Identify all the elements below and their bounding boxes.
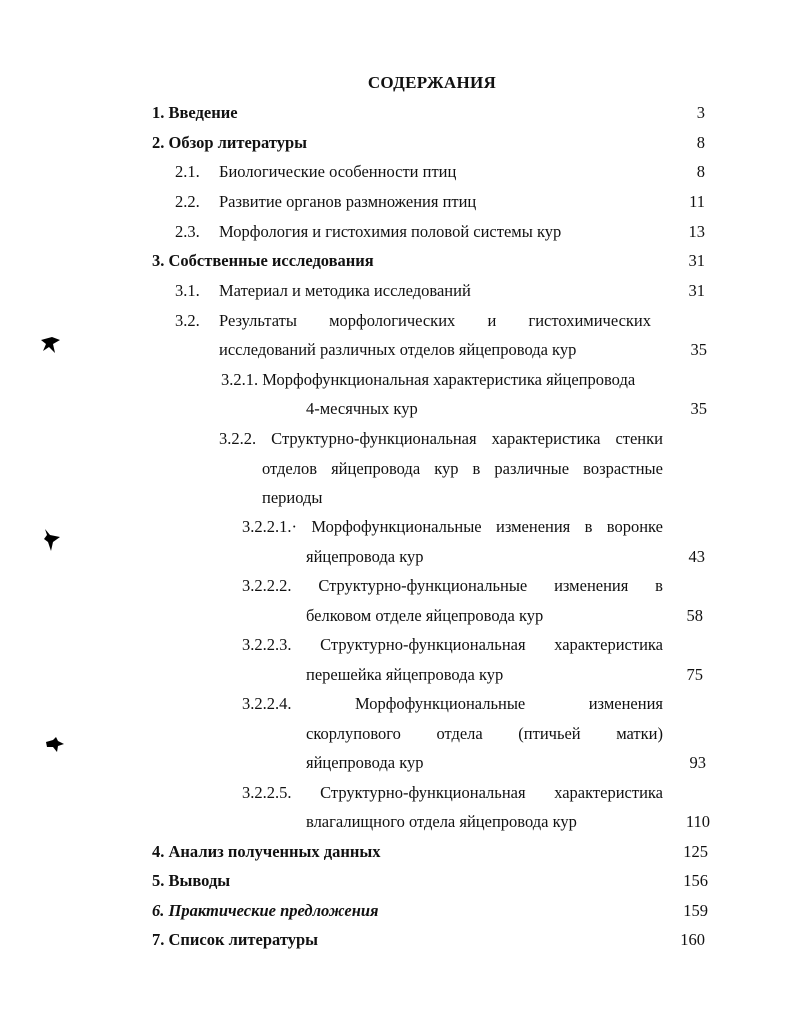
toc-entry-2 bbox=[152, 133, 307, 153]
page-number: 125 bbox=[683, 842, 708, 861]
toc-entry-3-2-2-3: 3.2.2.3. Структурно-функциональная характеристика bbox=[242, 635, 663, 654]
page-number: 75 bbox=[686, 665, 703, 684]
entry-title: Практические предложения bbox=[168, 901, 379, 920]
entry-title-line-2: яйцепровода кур bbox=[306, 547, 424, 566]
entry-number: 3.1. bbox=[175, 281, 200, 300]
entry-title-line-2: перешейка яйцепровода кур bbox=[306, 665, 504, 684]
entry-number: 5. bbox=[152, 871, 165, 890]
page-number: 159 bbox=[683, 901, 708, 920]
toc-entry-2-2 bbox=[175, 192, 200, 212]
toc-entry-3: 3. Собственные исследования bbox=[152, 251, 374, 270]
page-title: СОДЕРЖАНИЯ bbox=[367, 73, 497, 92]
toc-entry-4 bbox=[152, 842, 381, 862]
entry-title: Развитие органов размножения птиц bbox=[219, 192, 477, 211]
page-number: 156 bbox=[683, 871, 708, 890]
page-number: 160 bbox=[680, 930, 705, 949]
entry-number: 7. bbox=[152, 930, 165, 949]
entry-number: 6. bbox=[152, 901, 165, 920]
page-number: 11 bbox=[689, 192, 705, 211]
entry-title-line-2: влагалищного отдела яйцепровода кур bbox=[306, 812, 577, 831]
scan-speck bbox=[44, 736, 66, 754]
entry-title-line-2: белковом отделе яйцепровода кур bbox=[306, 606, 544, 625]
page-number: 31 bbox=[688, 251, 705, 270]
toc-entry-6 bbox=[152, 901, 379, 921]
entry-number: 3.2. bbox=[175, 311, 200, 330]
entry-number: 2. bbox=[152, 133, 165, 152]
page-number: 13 bbox=[688, 222, 705, 241]
toc-entry-1 bbox=[152, 103, 238, 123]
entry-title: Обзор литературы bbox=[168, 133, 308, 152]
toc-entry-5 bbox=[152, 871, 230, 891]
page-number: 58 bbox=[686, 606, 703, 625]
toc-entry-3-2-2: 3.2.2. Структурно-функциональная характеристика стенки bbox=[219, 429, 663, 448]
entry-number: 2.1. bbox=[175, 162, 200, 181]
page-number: 43 bbox=[688, 547, 705, 566]
entry-title-line-2: отделов яйцепровода кур в различные возрастные bbox=[262, 459, 663, 478]
entry-number: 2.2. bbox=[175, 192, 200, 211]
page-number: 31 bbox=[688, 281, 705, 300]
toc-entry-7 bbox=[152, 930, 318, 950]
scan-speck bbox=[38, 334, 64, 356]
entry-title: Материал и методика исследований bbox=[219, 281, 471, 300]
page-number: 3 bbox=[696, 103, 705, 122]
page-number: 8 bbox=[696, 133, 705, 152]
toc-entry-3-2-1: 3.2.1. Морфофункциональная характеристика яйцепровода bbox=[221, 370, 636, 389]
scan-speck bbox=[40, 527, 66, 553]
entry-title-line-3: яйцепровода кур bbox=[306, 753, 424, 772]
toc-entry-3-1 bbox=[175, 281, 200, 301]
entry-title-line-2: скорлупового отдела (птичьей матки) bbox=[306, 724, 663, 743]
entry-title: Биологические особенности птиц bbox=[219, 162, 457, 181]
entry-title-line-3: периоды bbox=[262, 488, 323, 507]
entry-title-line-1: Результаты морфологических и гистохимических bbox=[219, 311, 651, 330]
page-number: 35 bbox=[690, 340, 707, 359]
entry-number: 1. bbox=[152, 103, 165, 122]
entry-title: Выводы bbox=[168, 871, 231, 890]
entry-title: Анализ полученных данных bbox=[168, 842, 381, 861]
toc-entry-2-3 bbox=[175, 222, 200, 242]
toc-entry-3-2-2-5: 3.2.2.5. Структурно-функциональная характеристика bbox=[242, 783, 663, 802]
page-number: 35 bbox=[690, 399, 707, 418]
entry-title: Введение bbox=[168, 103, 238, 122]
entry-title-line-2: исследований различных отделов яйцепровода кур bbox=[219, 340, 577, 359]
entry-title: Список литературы bbox=[168, 930, 319, 949]
entry-number: 2.3. bbox=[175, 222, 200, 241]
entry-title-line-2: 4-месячных кур bbox=[306, 399, 418, 418]
entry-number: 4. bbox=[152, 842, 165, 861]
page-number: 93 bbox=[689, 753, 706, 772]
page-number: 110 bbox=[685, 812, 710, 831]
entry-title: Морфология и гистохимия половой системы кур bbox=[219, 222, 562, 241]
toc-entry-3-2-2-1: 3.2.2.1.· Морфофункциональные изменения в воронке bbox=[242, 517, 663, 536]
toc-entry-3-2-2-4: 3.2.2.4. Морфофункциональные изменения bbox=[242, 694, 663, 713]
page-number: 8 bbox=[696, 162, 705, 181]
toc-entry-3-2-2-2: 3.2.2.2. Структурно-функциональные изменения в bbox=[242, 576, 663, 595]
toc-entry-2-1 bbox=[175, 162, 200, 182]
toc-entry-3-2 bbox=[175, 311, 200, 331]
